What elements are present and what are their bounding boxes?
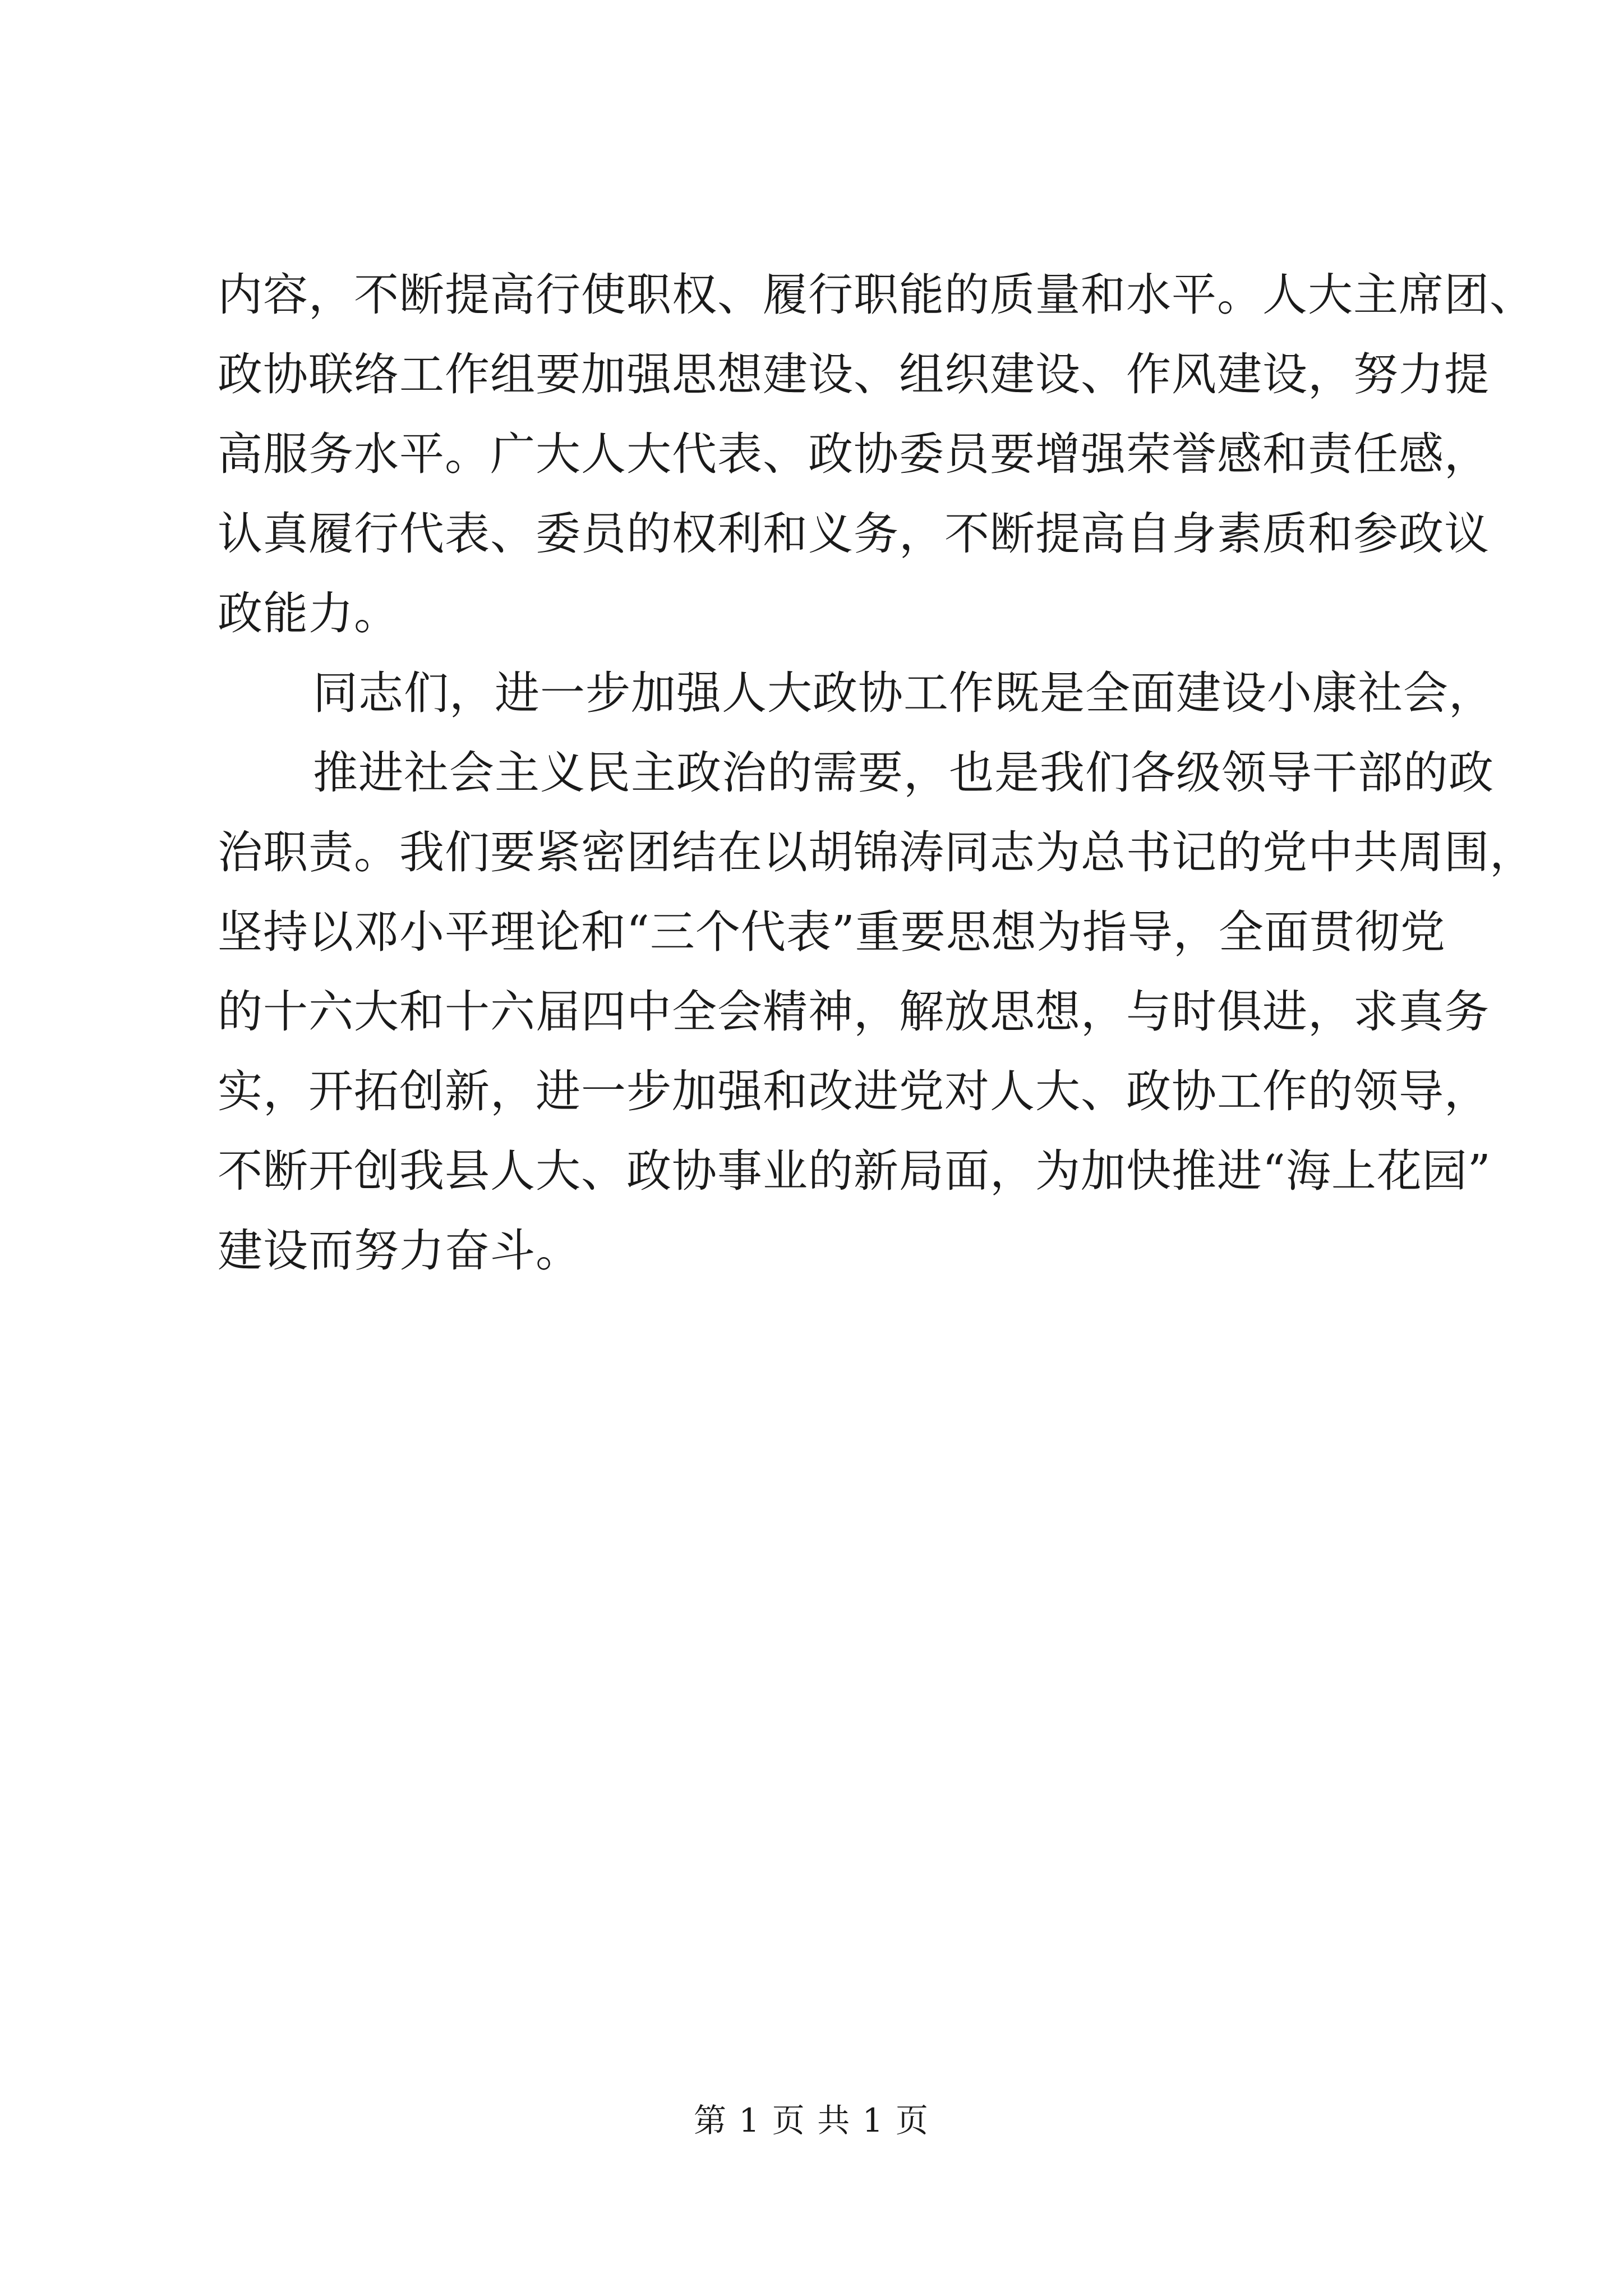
text-line: 同志们，进一步加强人大政协工作既是全面建设小康社会， [313, 667, 1494, 719]
text-line: 高服务水平。广大人大代表、政协委员要增强荣誉感和责任感， [218, 428, 1490, 480]
text-line: 政能力。 [218, 587, 399, 639]
text-line: 推进社会主义民主政治的需要，也是我们各级领导干部的政 [313, 747, 1494, 799]
text-line: 的十六大和十六届四中全会精神，解放思想，与时俱进，求真务 [218, 986, 1490, 1038]
body-text [218, 255, 1535, 1291]
text-line: 坚持以邓小平理论和“三个代表”重要思想为指导，全面贯彻党 [218, 906, 1446, 958]
page-number-footer: 第 1 页 共 1 页 [694, 2101, 929, 2139]
text-line: 治职责。我们要紧密团结在以胡锦涛同志为总书记的党中共周围， [218, 826, 1535, 878]
text-line: 不断开创我县人大、政协事业的新局面，为加快推进“海上花园” [218, 1145, 1491, 1197]
text-line: 内容，不断提高行使职权、履行职能的质量和水平。人大主席团、 [218, 269, 1535, 321]
text-line: 政协联络工作组要加强思想建设、组织建设、作风建设，努力提 [218, 348, 1490, 401]
text-line: 实，开拓创新，进一步加强和改进党对人大、政协工作的领导， [218, 1065, 1490, 1117]
text-line: 建设而努力奋斗。 [218, 1225, 581, 1277]
text-line: 认真履行代表、委员的权利和义务，不断提高自身素质和参政议 [218, 508, 1490, 560]
